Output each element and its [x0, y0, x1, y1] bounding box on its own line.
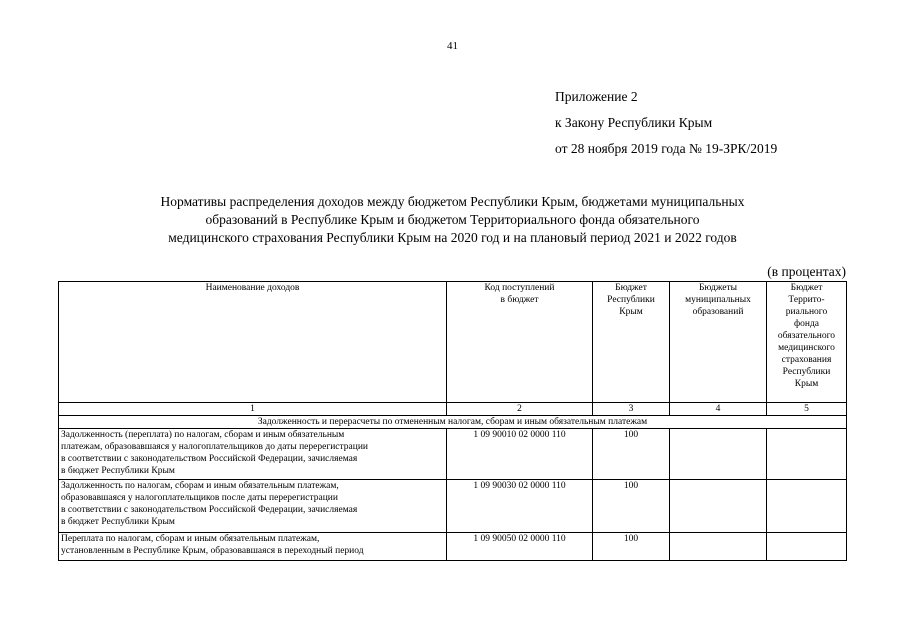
republic-budget-cell: 100 — [593, 533, 670, 561]
appendix-line-2: к Закону Республики Крым — [555, 115, 713, 130]
table-row — [59, 429, 847, 480]
header-municipal-line: образований — [692, 307, 744, 317]
document-title — [60, 193, 845, 247]
table-row — [59, 480, 847, 533]
income-name-cell — [59, 480, 447, 533]
units-label: (в процентах) — [767, 264, 846, 279]
income-name-line: Задолженность по налогам, сборам и иным обязательным платежам, — [61, 481, 339, 491]
header-fund-budget — [767, 282, 847, 403]
column-number-row — [59, 403, 847, 416]
header-fund-line: фонда — [793, 319, 820, 329]
column-number: 4 — [670, 403, 767, 416]
municipal-budget-cell — [670, 533, 767, 561]
header-republic-line: Крым — [619, 307, 643, 317]
header-municipal-budgets — [670, 282, 767, 403]
distribution-table — [58, 281, 847, 561]
header-name — [59, 282, 447, 403]
municipal-budget-cell — [670, 480, 767, 533]
income-name-line: образовавшаяся у налогоплательщиков после даты перерегистрации — [61, 493, 338, 503]
income-name-line: в соответствии с законодательством Российской Федерации, зачисляемая — [61, 454, 358, 464]
income-name-line: установленным в Республике Крым, образовавшаяся в переходный период — [61, 546, 364, 556]
fund-budget-cell — [767, 533, 847, 561]
income-name-line: Задолженность (переплата) по налогам, сборам и иным обязательным — [61, 430, 345, 440]
header-republic-line: Республики — [607, 295, 655, 305]
section-title: Задолженность и перерасчеты по отмененным налогам, сборам и иным обязательным платежам — [59, 416, 847, 429]
header-code-line: в бюджет — [500, 295, 539, 305]
title-line-2: образований в Республике Крым и бюджетом Территориального фонда обязательного — [205, 212, 700, 227]
header-municipal-line: муниципальных — [685, 295, 751, 305]
header-fund-line: риального — [785, 307, 828, 317]
header-fund-line: медицинского — [778, 343, 835, 353]
header-fund-line: Бюджет — [790, 283, 823, 293]
title-line-1: Нормативы распределения доходов между бюджетом Республики Крым, бюджетами муниципальных — [160, 194, 745, 209]
income-name-line: в бюджет Республики Крым — [61, 466, 175, 476]
income-name-line: Переплата по налогам, сборам и иным обязательным платежам, — [61, 534, 320, 544]
header-fund-line: Республики — [782, 367, 831, 377]
table-row — [59, 533, 847, 561]
header-republic-budget — [593, 282, 670, 403]
republic-budget-cell: 100 — [593, 480, 670, 533]
income-name-cell — [59, 429, 447, 480]
column-number: 5 — [767, 403, 847, 416]
column-number: 3 — [593, 403, 670, 416]
header-code — [447, 282, 593, 403]
appendix-line-3: от 28 ноября 2019 года № 19-ЗРК/2019 — [555, 141, 778, 156]
income-code-cell: 1 09 90010 02 0000 110 — [447, 429, 593, 480]
appendix-block — [555, 84, 777, 162]
header-republic-line: Бюджет — [615, 283, 647, 293]
income-code-cell: 1 09 90030 02 0000 110 — [447, 480, 593, 533]
appendix-line-1: Приложение 2 — [555, 89, 638, 104]
header-name-text: Наименование доходов — [205, 283, 300, 293]
column-number: 1 — [59, 403, 447, 416]
fund-budget-cell — [767, 429, 847, 480]
page-number: 41 — [447, 40, 458, 52]
section-row — [59, 416, 847, 429]
income-code-cell: 1 09 90050 02 0000 110 — [447, 533, 593, 561]
title-line-3: медицинского страхования Республики Крым на 2020 год и на плановый период 2021 и 2022 годов — [168, 230, 737, 245]
income-name-line: в бюджет Республики Крым — [61, 517, 175, 527]
header-row — [59, 282, 847, 403]
header-fund-line: Крым — [794, 379, 819, 389]
municipal-budget-cell — [670, 429, 767, 480]
header-fund-line: страхования — [781, 355, 832, 365]
header-code-line: Код поступлений — [484, 283, 555, 293]
header-fund-line: обязательного — [777, 331, 836, 341]
header-municipal-line: Бюджеты — [698, 283, 738, 293]
income-name-cell — [59, 533, 447, 561]
fund-budget-cell — [767, 480, 847, 533]
header-fund-line: Террито- — [788, 295, 825, 305]
income-name-line: в соответствии с законодательством Российской Федерации, зачисляемая — [61, 505, 358, 515]
income-name-line: платежам, образовавшаяся у налогоплательщиков до даты перерегистрации — [61, 442, 369, 452]
column-number: 2 — [447, 403, 593, 416]
republic-budget-cell: 100 — [593, 429, 670, 480]
